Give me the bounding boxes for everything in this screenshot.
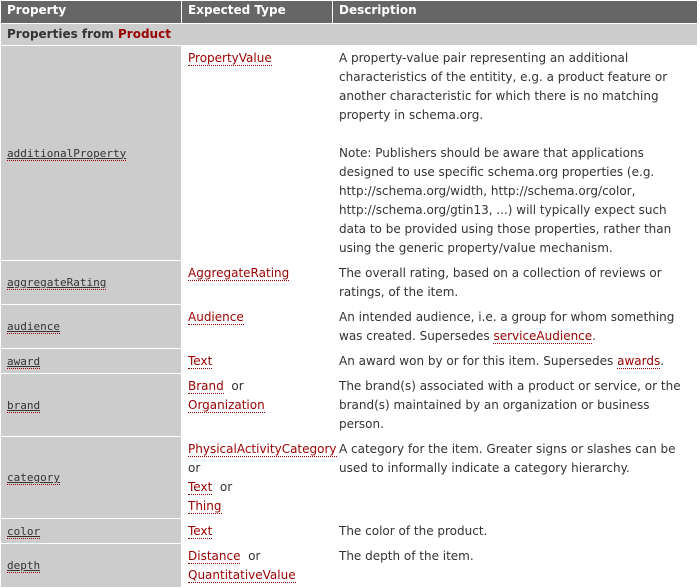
type-cell — [182, 544, 333, 588]
column-header-description: Description — [333, 1, 698, 24]
type-cell — [182, 305, 333, 349]
type-link[interactable]: Audience — [188, 310, 244, 324]
type-link[interactable]: Text — [188, 524, 213, 538]
property-link-brand[interactable]: brand — [7, 398, 41, 412]
table-header-row — [1, 1, 698, 24]
property-link-additionalProperty[interactable]: additionalProperty — [7, 146, 127, 160]
type-link[interactable]: PropertyValue — [188, 51, 272, 65]
section-prefix: Properties from — [7, 27, 118, 41]
type-link[interactable]: Thing — [188, 499, 222, 513]
table-row — [1, 305, 698, 349]
description-cell — [333, 349, 698, 374]
description-text: An award won by or for this item. Supersedes — [339, 354, 618, 368]
table-row — [1, 544, 698, 588]
supersedes-link[interactable]: serviceAudience — [493, 329, 593, 343]
description-end: . — [592, 329, 596, 343]
type-cell — [182, 46, 333, 261]
type-link[interactable]: Distance — [188, 549, 241, 563]
property-cell — [1, 46, 182, 261]
column-header-property: Property — [1, 1, 182, 24]
table-row — [1, 437, 698, 519]
type-link[interactable]: Brand — [188, 379, 224, 393]
table-row — [1, 349, 698, 374]
type-cell — [182, 437, 337, 519]
or-connector: or — [248, 549, 261, 563]
section-header — [1, 24, 698, 46]
property-link-depth[interactable]: depth — [7, 559, 41, 572]
description-text: A property-value pair representing an additional characteristics of the entitity, e.g. a product feature or another characteristic for which there is no matching property in schema.org. — [339, 51, 668, 122]
description-cell — [333, 519, 698, 544]
type-link[interactable]: PhysicalActivityCategory — [188, 442, 337, 456]
description-cell — [333, 437, 698, 519]
type-link[interactable]: QuantitativeValue — [188, 568, 296, 582]
description-cell — [333, 261, 698, 305]
type-cell — [182, 349, 333, 374]
description-cell — [333, 544, 698, 588]
table-row — [1, 261, 698, 305]
description-text: The color of the product. — [339, 524, 488, 538]
description-text: The brand(s) associated with a product or service, or the brand(s) maintained by an organization or business person. — [339, 379, 681, 431]
property-link-category[interactable]: category — [7, 471, 60, 484]
property-link-award[interactable]: award — [7, 354, 41, 368]
type-link[interactable]: AggregateRating — [188, 266, 290, 280]
section-header-row — [1, 24, 698, 46]
property-cell — [1, 261, 182, 305]
property-cell — [1, 305, 182, 349]
section-link-product[interactable]: Product — [117, 27, 171, 41]
or-connector: or — [231, 379, 244, 393]
description-cell — [333, 46, 698, 261]
property-link-aggregateRating[interactable]: aggregateRating — [7, 276, 107, 289]
type-link[interactable]: Text — [188, 480, 213, 494]
description-text: The depth of the item. — [339, 549, 474, 563]
table-row — [1, 374, 698, 437]
property-cell — [1, 519, 182, 544]
type-link[interactable]: Text — [188, 354, 213, 368]
supersedes-link[interactable]: awards — [617, 354, 661, 368]
table-row — [1, 46, 698, 261]
description-text: An intended audience, i.e. a group for whom something was created. Supersedes — [339, 310, 675, 343]
or-connector: or — [188, 461, 201, 475]
description-text: The overall rating, based on a collection of reviews or ratings, of the item. — [339, 266, 662, 299]
property-cell — [1, 349, 182, 374]
property-link-audience[interactable]: audience — [7, 320, 60, 333]
description-note: Note: Publishers should be aware that applications designed to use specific schema.org properties (e.g. http://schema.org/width, http://schema.org/color, http://schema.org/gtin13, ...) will typically expect such data to be provided using those properties, rather than using the generic property/value mechanism. — [339, 146, 672, 255]
table-row — [1, 519, 698, 544]
column-header-expected-type: Expected Type — [182, 1, 333, 24]
description-cell — [333, 305, 698, 349]
description-text: A category for the item. Greater signs or slashes can be used to informally indicate a category hierarchy. — [339, 442, 676, 475]
type-cell — [182, 519, 333, 544]
type-link[interactable]: Organization — [188, 398, 265, 412]
description-cell — [333, 374, 698, 437]
property-cell — [1, 544, 182, 588]
property-cell — [1, 374, 182, 437]
property-link-color[interactable]: color — [7, 524, 41, 538]
type-cell — [182, 261, 333, 305]
property-cell — [1, 437, 182, 519]
description-end: . — [660, 354, 665, 368]
or-connector: or — [219, 480, 233, 494]
type-cell — [182, 374, 333, 437]
